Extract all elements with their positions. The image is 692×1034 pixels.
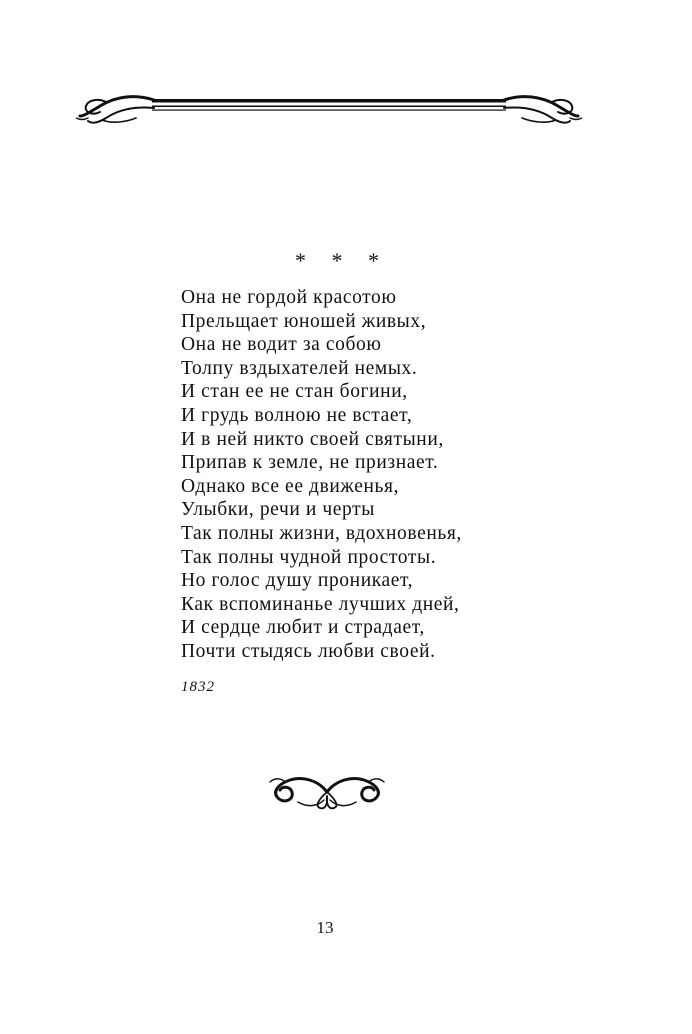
footer-flourish-ornament — [268, 772, 386, 812]
poem-line: Она не водит за собою — [181, 334, 382, 356]
poem-line: Прельщает юношей живых, — [181, 310, 427, 332]
page-number: 13 — [316, 918, 334, 937]
poem-line: И в ней никто своей святыни, — [181, 428, 444, 450]
header-flourish-ornament — [76, 88, 582, 130]
stanza-separator: * * * — [295, 248, 389, 273]
poem-text — [181, 286, 601, 664]
poem-line: И грудь волною не встает, — [181, 404, 413, 426]
poem-line: Она не гордой красотою — [181, 287, 397, 308]
poem-line: Как вспоминанье лучших дней, — [181, 593, 460, 615]
poem-line: Однако все ее движенья, — [181, 475, 400, 497]
poem-line: Так полны чудной простоты. — [181, 546, 437, 568]
poem-line: Почти стыдясь любви своей. — [181, 640, 436, 662]
poem-line: Припав к земле, не признает. — [181, 452, 439, 474]
poem-year: 1832 — [181, 679, 215, 695]
poem-line: И сердце любит и страдает, — [181, 617, 425, 639]
poem-line: Улыбки, речи и черты — [181, 499, 375, 521]
poem-line: Толпу вздыхателей немых. — [181, 357, 418, 379]
poem-line: Так полны жизни, вдохновенья, — [181, 522, 462, 544]
poem-line: И стан ее не стан богини, — [181, 381, 408, 403]
poem-line: Но голос душу проникает, — [181, 570, 414, 592]
